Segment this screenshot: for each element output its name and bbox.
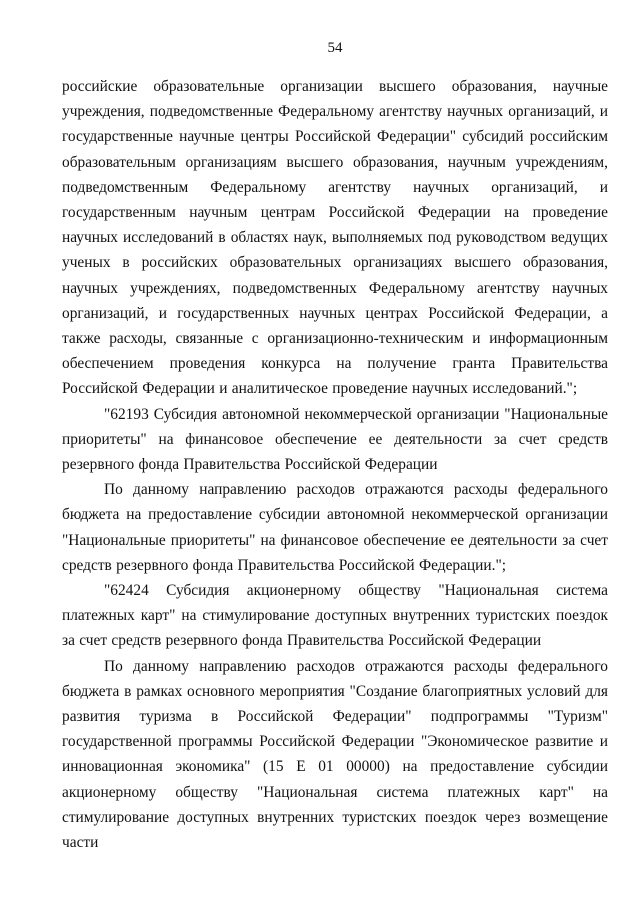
paragraph-62193-heading: "62193 Субсидия автономной некоммерческой организации "Национальные приоритеты" на финансовое обеспечение ее деятельности за счет средств резервного фонда Правительства Российской Федерации	[62, 405, 608, 474]
paragraph-continuation: российские образовательные организации высшего образования, научные учреждения, подведомственные Федеральному агентству научных организаций, и государственные научные центры Российской Федерации" субсидий российским образовательным организациям высшего образования, научным учреждениям, подведомственным Федеральному агентству научных организаций, и государственным научным центрам Российской Федерации на проведение научных исследований в областях наук, выполняемых под руководством ведущих ученых в российских образовательных организациях высшего образования, научных учреждениях, подведомственных Федеральному агентству научных организаций, и государственных научных центрах Российской Федерации, а также расходы, связанные с организационно-техническим и информационным обеспечением проведения конкурса на получение гранта Правительства Российской Федерации и аналитическое проведение научных исследований.";	[62, 78, 608, 398]
paragraph-62424-description: По данному направлению расходов отражаются расходы федерального бюджета в рамках основного мероприятия "Создание благоприятных условий для развития туризма в Российской Федерации" подпрограммы "Туризм" государственной программы Российской Федерации "Экономическое развитие и инновационная экономика" (15 Е 01 00000) на предоставление субсидии акционерному обществу "Национальная система платежных карт" на стимулирование доступных внутренних туристских поездок через возмещение части	[62, 657, 608, 852]
paragraph-62424-heading: "62424 Субсидия акционерному обществу "Национальная система платежных карт" на стимулирование доступных внутренних туристских поездок за счет средств резервного фонда Правительства Российской Федерации	[62, 582, 608, 650]
page-number: 54	[327, 40, 343, 56]
paragraph-62193-description: По данному направлению расходов отражаются расходы федерального бюджета на предоставление субсидии автономной некоммерческой организации "Национальные приоритеты" на финансовое обеспечение ее деятельности за счет средств резервного фонда Правительства Российской Федерации.";	[62, 481, 608, 574]
